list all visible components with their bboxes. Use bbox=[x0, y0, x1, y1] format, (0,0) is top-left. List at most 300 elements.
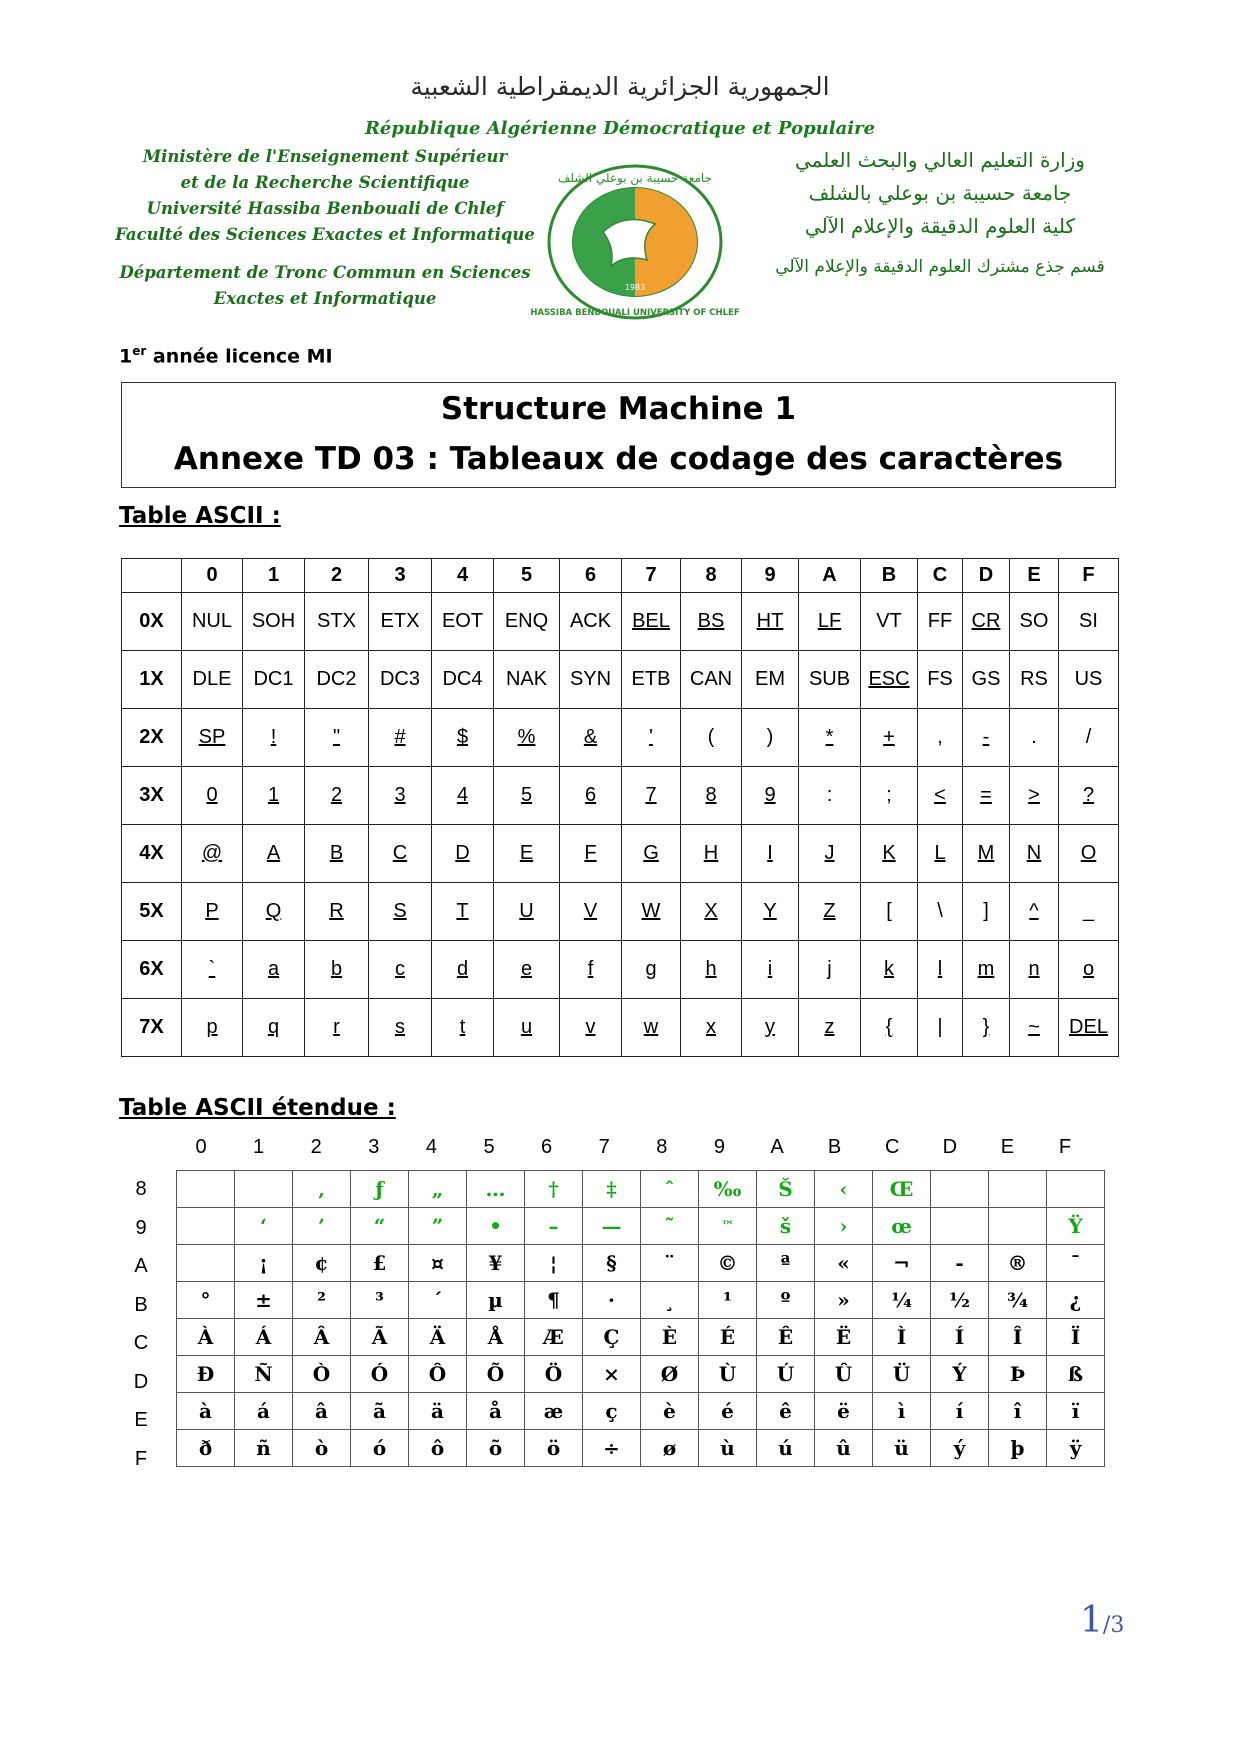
extended-row-header: C bbox=[133, 1332, 149, 1354]
extended-cell: µ bbox=[467, 1282, 525, 1319]
ascii-cell bbox=[560, 941, 622, 999]
ascii-char: K bbox=[882, 842, 896, 864]
ascii-cell bbox=[963, 651, 1010, 709]
ascii-char: H bbox=[703, 842, 719, 864]
ascii-cell bbox=[681, 651, 742, 709]
ascii-char: m bbox=[977, 958, 995, 980]
ascii-char: ) bbox=[766, 726, 774, 748]
ascii-char: ] bbox=[983, 900, 989, 922]
ascii-cell bbox=[742, 941, 799, 999]
extended-col-header: 3 bbox=[368, 1136, 380, 1158]
ascii-cell bbox=[1010, 999, 1059, 1057]
extended-cell: ü bbox=[873, 1430, 931, 1467]
ascii-char: a bbox=[267, 958, 280, 980]
ascii-cell bbox=[494, 767, 560, 825]
ascii-char: DC1 bbox=[253, 668, 294, 690]
ascii-cell bbox=[918, 999, 963, 1057]
ascii-char: ESC bbox=[868, 668, 910, 690]
ascii-char: P bbox=[205, 900, 219, 922]
extended-cell: « bbox=[815, 1245, 873, 1282]
extended-cell: á bbox=[235, 1393, 293, 1430]
ascii-col-header: 7 bbox=[622, 559, 681, 593]
ascii-char: X bbox=[704, 900, 718, 922]
ascii-cell bbox=[305, 709, 369, 767]
ascii-col-header: 5 bbox=[494, 559, 560, 593]
ascii-corner-cell bbox=[122, 559, 182, 593]
ascii-cell bbox=[560, 709, 622, 767]
ascii-cell bbox=[861, 593, 918, 651]
ascii-cell bbox=[622, 883, 681, 941]
ascii-char: r bbox=[333, 1016, 340, 1038]
extended-cell: ± bbox=[235, 1282, 293, 1319]
ascii-char: " bbox=[332, 726, 341, 748]
extended-cell: È bbox=[641, 1319, 699, 1356]
extended-cell: ø bbox=[641, 1430, 699, 1467]
ascii-cell bbox=[742, 767, 799, 825]
ascii-col-header: 4 bbox=[432, 559, 494, 593]
extended-cell: Æ bbox=[525, 1319, 583, 1356]
extended-cell: ô bbox=[409, 1430, 467, 1467]
extended-cell bbox=[235, 1171, 293, 1208]
year-num: 1 bbox=[119, 345, 133, 368]
ascii-cell bbox=[918, 883, 963, 941]
extended-cell: ¢ bbox=[293, 1245, 351, 1282]
extended-cell: ° bbox=[177, 1282, 235, 1319]
ascii-cell bbox=[560, 825, 622, 883]
ascii-cell bbox=[560, 651, 622, 709]
ascii-cell bbox=[861, 999, 918, 1057]
ascii-cell bbox=[861, 651, 918, 709]
ascii-char: DC2 bbox=[316, 668, 357, 690]
ascii-char: 4 bbox=[456, 784, 469, 806]
ascii-char: l bbox=[937, 958, 943, 980]
ascii-cell bbox=[918, 825, 963, 883]
extended-cell: ÷ bbox=[583, 1430, 641, 1467]
ascii-char: / bbox=[1085, 726, 1092, 748]
ascii-char: s bbox=[395, 1016, 405, 1038]
ascii-cell bbox=[182, 651, 243, 709]
ascii-char: y bbox=[765, 1016, 775, 1038]
ascii-char: M bbox=[977, 842, 995, 864]
ministry-line: Ministère de l'Enseignement Supérieur bbox=[142, 147, 508, 166]
extended-col-header: D bbox=[942, 1136, 958, 1158]
year-rest: année licence MI bbox=[146, 345, 333, 368]
extended-cell: º bbox=[757, 1282, 815, 1319]
arabic-department-line: قسم جذع مشترك العلوم الدقيقة والإعلام الآلي bbox=[775, 257, 1105, 277]
ascii-char: v bbox=[585, 1016, 596, 1038]
ascii-cell bbox=[799, 883, 861, 941]
ascii-cell bbox=[963, 825, 1010, 883]
ascii-col-header: C bbox=[918, 559, 963, 593]
ascii-cell bbox=[243, 941, 305, 999]
ascii-char: RS bbox=[1020, 668, 1048, 690]
ascii-char: $ bbox=[456, 726, 469, 748]
extended-cell: ò bbox=[293, 1430, 351, 1467]
ascii-cell bbox=[622, 825, 681, 883]
ascii-cell bbox=[742, 709, 799, 767]
extended-cell: û bbox=[815, 1430, 873, 1467]
extended-cell: ¨ bbox=[641, 1245, 699, 1282]
extended-cell: Ö bbox=[525, 1356, 583, 1393]
ascii-cell bbox=[432, 883, 494, 941]
ascii-cell bbox=[861, 709, 918, 767]
extended-cell: Ý bbox=[931, 1356, 989, 1393]
ascii-cell bbox=[799, 593, 861, 651]
ascii-cell bbox=[560, 883, 622, 941]
ascii-char: ^ bbox=[1029, 900, 1039, 922]
ascii-char: & bbox=[583, 726, 598, 748]
ascii-cell bbox=[243, 709, 305, 767]
ascii-cell bbox=[963, 999, 1010, 1057]
ascii-char: { bbox=[885, 1016, 893, 1038]
extended-cell: Ð bbox=[177, 1356, 235, 1393]
ascii-char: E bbox=[519, 842, 534, 864]
extended-cell: Î bbox=[989, 1319, 1047, 1356]
ascii-row-header: 7X bbox=[122, 999, 182, 1057]
ascii-char: CR bbox=[971, 610, 1001, 632]
extended-cell: » bbox=[815, 1282, 873, 1319]
extended-cell: › bbox=[815, 1208, 873, 1245]
ascii-char: VT bbox=[876, 610, 902, 632]
ascii-char: 5 bbox=[520, 784, 533, 806]
ascii-cell bbox=[432, 767, 494, 825]
university-line: Université Hassiba Benbouali de Chlef bbox=[146, 199, 504, 218]
annex-title: Annexe TD 03 : Tableaux de codage des caractères bbox=[173, 441, 1064, 477]
extended-cell: Å bbox=[467, 1319, 525, 1356]
ascii-char: d bbox=[456, 958, 469, 980]
ascii-char: u bbox=[520, 1016, 533, 1038]
extended-row bbox=[177, 1171, 1105, 1208]
ascii-cell bbox=[494, 825, 560, 883]
ascii-cell bbox=[305, 767, 369, 825]
ascii-cell bbox=[182, 883, 243, 941]
extended-row bbox=[177, 1356, 1105, 1393]
extended-cell: ë bbox=[815, 1393, 873, 1430]
ascii-cell bbox=[369, 999, 432, 1057]
arabic-republic-title: الجمهورية الجزائرية الديمقراطية الشعبية bbox=[410, 72, 830, 101]
ascii-cell bbox=[305, 593, 369, 651]
ascii-cell bbox=[742, 825, 799, 883]
extended-col-header: E bbox=[1000, 1136, 1015, 1158]
extended-cell: ê bbox=[757, 1393, 815, 1430]
extended-cell: • bbox=[467, 1208, 525, 1245]
ascii-char: 8 bbox=[705, 784, 717, 806]
extended-cell: Ï bbox=[1047, 1319, 1105, 1356]
ascii-cell bbox=[799, 651, 861, 709]
ascii-row bbox=[122, 651, 1119, 709]
extended-cell: Ã bbox=[351, 1319, 409, 1356]
extended-cell: · bbox=[583, 1282, 641, 1319]
ascii-col-header: 3 bbox=[369, 559, 432, 593]
ascii-char: R bbox=[329, 900, 344, 922]
extended-row-header: A bbox=[134, 1255, 148, 1277]
ascii-char: t bbox=[459, 1016, 466, 1038]
extended-cell: ý bbox=[931, 1430, 989, 1467]
ascii-char: , bbox=[937, 726, 943, 748]
ascii-char: A bbox=[266, 842, 281, 864]
ascii-cell bbox=[243, 883, 305, 941]
ascii-char: ACK bbox=[569, 610, 612, 632]
extended-cell: Ò bbox=[293, 1356, 351, 1393]
extended-cell: ’ bbox=[293, 1208, 351, 1245]
ascii-cell bbox=[560, 999, 622, 1057]
ascii-cell bbox=[918, 651, 963, 709]
ascii-char: I bbox=[767, 842, 773, 864]
extended-cell: þ bbox=[989, 1430, 1047, 1467]
ascii-cell bbox=[369, 593, 432, 651]
ascii-char: h bbox=[705, 958, 717, 980]
ministry-line-2: et de la Recherche Scientifique bbox=[180, 173, 470, 192]
extended-cell: é bbox=[699, 1393, 757, 1430]
ascii-char: 2 bbox=[330, 784, 343, 806]
extended-cell: - bbox=[931, 1245, 989, 1282]
ascii-col-header: 0 bbox=[182, 559, 243, 593]
extended-cell: „ bbox=[409, 1171, 467, 1208]
ascii-char: _ bbox=[1082, 900, 1095, 922]
ascii-cell bbox=[963, 593, 1010, 651]
extended-cell bbox=[177, 1208, 235, 1245]
ascii-char: SUB bbox=[808, 668, 851, 690]
extended-cell: À bbox=[177, 1319, 235, 1356]
ascii-cell bbox=[560, 593, 622, 651]
ascii-cell bbox=[799, 825, 861, 883]
ascii-char: < bbox=[934, 784, 946, 806]
ascii-char: CAN bbox=[689, 668, 733, 690]
extended-cell: Ü bbox=[873, 1356, 931, 1393]
extended-cell: š bbox=[757, 1208, 815, 1245]
ascii-char: DEL bbox=[1069, 1016, 1108, 1038]
ascii-char: i bbox=[767, 958, 773, 980]
ascii-char: F bbox=[584, 842, 597, 864]
ascii-cell bbox=[1010, 883, 1059, 941]
extended-cell: ‡ bbox=[583, 1171, 641, 1208]
extended-cell: – bbox=[525, 1208, 583, 1245]
ascii-cell bbox=[1010, 709, 1059, 767]
extended-cell: — bbox=[583, 1208, 641, 1245]
extended-cell: Ó bbox=[351, 1356, 409, 1393]
ascii-char: NUL bbox=[191, 610, 232, 632]
extended-col-header: 2 bbox=[310, 1136, 322, 1158]
ascii-cell bbox=[243, 767, 305, 825]
extended-cell: ‚ bbox=[293, 1171, 351, 1208]
ascii-row-header: 4X bbox=[122, 825, 182, 883]
ascii-cell bbox=[1059, 767, 1119, 825]
extended-col-header: C bbox=[884, 1136, 900, 1158]
extended-cell: Ñ bbox=[235, 1356, 293, 1393]
ascii-char: n bbox=[1028, 958, 1040, 980]
extended-cell bbox=[989, 1208, 1047, 1245]
extended-cell: Û bbox=[815, 1356, 873, 1393]
ascii-cell bbox=[861, 941, 918, 999]
ascii-char: : bbox=[826, 784, 833, 806]
ascii-char: NAK bbox=[505, 668, 548, 690]
extended-cell: ú bbox=[757, 1430, 815, 1467]
extended-col-header: B bbox=[827, 1136, 842, 1158]
extended-row-header: B bbox=[134, 1293, 148, 1316]
extended-cell: í bbox=[931, 1393, 989, 1430]
ascii-char: j bbox=[827, 958, 832, 980]
ascii-row bbox=[122, 593, 1119, 651]
extended-cell: Š bbox=[757, 1171, 815, 1208]
faculty-line: Faculté des Sciences Exactes et Informatique bbox=[115, 225, 535, 244]
extended-cell: ‹ bbox=[815, 1171, 873, 1208]
extended-cell: § bbox=[583, 1245, 641, 1282]
extended-cell: â bbox=[293, 1393, 351, 1430]
ascii-char: . bbox=[1031, 726, 1037, 748]
ascii-char: LF bbox=[817, 610, 842, 632]
ascii-char: Z bbox=[823, 900, 836, 922]
ascii-char: GS bbox=[971, 668, 1001, 690]
arabic-institution-block bbox=[750, 144, 1130, 284]
ascii-char: o bbox=[1082, 958, 1095, 980]
extended-col-header: 7 bbox=[598, 1136, 610, 1158]
ascii-char: B bbox=[329, 842, 344, 864]
extended-cell: ¤ bbox=[409, 1245, 467, 1282]
ascii-col-header: F bbox=[1059, 559, 1119, 593]
ascii-char: w bbox=[643, 1016, 659, 1038]
ascii-cell bbox=[182, 825, 243, 883]
extended-cell: Õ bbox=[467, 1356, 525, 1393]
extended-cell: Œ bbox=[873, 1171, 931, 1208]
logo-year: 1983 bbox=[624, 283, 646, 292]
ascii-char: US bbox=[1074, 668, 1103, 690]
extended-cell: ¶ bbox=[525, 1282, 583, 1319]
extended-cell: Í bbox=[931, 1319, 989, 1356]
extended-col-header: 9 bbox=[713, 1136, 725, 1158]
extended-cell: ð bbox=[177, 1430, 235, 1467]
ascii-char: ? bbox=[1082, 784, 1095, 806]
extended-cell: ¸ bbox=[641, 1282, 699, 1319]
ascii-cell bbox=[182, 767, 243, 825]
ascii-col-header: 2 bbox=[305, 559, 369, 593]
ascii-cell bbox=[861, 883, 918, 941]
extended-cell: ì bbox=[873, 1393, 931, 1430]
ascii-cell bbox=[1010, 651, 1059, 709]
extended-row-header: 8 bbox=[135, 1178, 147, 1200]
ascii-char: U bbox=[519, 900, 534, 922]
ascii-cell bbox=[918, 709, 963, 767]
ascii-char: [ bbox=[886, 900, 892, 922]
ascii-cell bbox=[1010, 593, 1059, 651]
republique-title: République Algérienne Démocratique et Populaire bbox=[364, 118, 876, 139]
ascii-cell bbox=[243, 825, 305, 883]
ascii-char: + bbox=[883, 726, 895, 748]
extended-cell: Ø bbox=[641, 1356, 699, 1393]
extended-col-header: 8 bbox=[656, 1136, 668, 1158]
ascii-char: EM bbox=[755, 668, 785, 690]
ascii-cell bbox=[1059, 651, 1119, 709]
ascii-cell bbox=[799, 709, 861, 767]
extended-cell: © bbox=[699, 1245, 757, 1282]
course-title: Structure Machine 1 bbox=[440, 391, 797, 427]
ascii-cell bbox=[432, 999, 494, 1057]
ascii-col-header: 8 bbox=[681, 559, 742, 593]
ascii-row-header: 3X bbox=[122, 767, 182, 825]
ascii-cell bbox=[494, 941, 560, 999]
extended-cell bbox=[931, 1171, 989, 1208]
ascii-cell bbox=[742, 651, 799, 709]
ascii-char: @ bbox=[201, 842, 223, 864]
ascii-row bbox=[122, 941, 1119, 999]
extended-cell: Ô bbox=[409, 1356, 467, 1393]
extended-cell: ß bbox=[1047, 1356, 1105, 1393]
extended-cell bbox=[177, 1171, 235, 1208]
page-current: 1 bbox=[1080, 1600, 1103, 1641]
extended-cell: ƒ bbox=[351, 1171, 409, 1208]
extended-cell: Ë bbox=[815, 1319, 873, 1356]
year-sup: er bbox=[132, 344, 147, 358]
extended-cell: ¬ bbox=[873, 1245, 931, 1282]
ascii-cell bbox=[494, 709, 560, 767]
ascii-cell bbox=[742, 593, 799, 651]
extended-cell: ó bbox=[351, 1430, 409, 1467]
extended-cell: Ÿ bbox=[1047, 1208, 1105, 1245]
french-institution-block bbox=[115, 144, 535, 312]
extended-col-header: F bbox=[1058, 1136, 1072, 1158]
ascii-cell bbox=[742, 883, 799, 941]
extended-cell bbox=[931, 1208, 989, 1245]
ascii-char: x bbox=[706, 1016, 716, 1038]
department-line-2: Exactes et Informatique bbox=[213, 289, 437, 308]
ascii-cell bbox=[1010, 767, 1059, 825]
extended-cell: Þ bbox=[989, 1356, 1047, 1393]
extended-cell: ö bbox=[525, 1430, 583, 1467]
extended-cell: ² bbox=[293, 1282, 351, 1319]
extended-cell: à bbox=[177, 1393, 235, 1430]
ascii-cell bbox=[918, 593, 963, 651]
ascii-cell bbox=[560, 767, 622, 825]
ascii-char: BEL bbox=[632, 610, 670, 632]
ascii-char: EOT bbox=[441, 610, 484, 632]
ascii-char: # bbox=[394, 726, 406, 748]
ascii-char: ' bbox=[649, 726, 653, 748]
ascii-cell bbox=[1059, 941, 1119, 999]
extended-row bbox=[177, 1245, 1105, 1282]
year-label bbox=[119, 344, 333, 367]
ascii-cell bbox=[681, 883, 742, 941]
extended-row bbox=[177, 1208, 1105, 1245]
ascii-char: | bbox=[937, 1016, 943, 1038]
extended-cell: ¡ bbox=[235, 1245, 293, 1282]
ascii-char: \ bbox=[937, 900, 943, 922]
ascii-cell bbox=[369, 941, 432, 999]
extended-cell: ä bbox=[409, 1393, 467, 1430]
ascii-char: ! bbox=[270, 726, 277, 748]
department-line: Département de Tronc Commun en Sciences bbox=[119, 263, 531, 282]
ascii-cell bbox=[963, 883, 1010, 941]
ascii-char: = bbox=[980, 784, 992, 806]
extended-cell: ¼ bbox=[873, 1282, 931, 1319]
ascii-cell bbox=[494, 593, 560, 651]
extended-cell: õ bbox=[467, 1430, 525, 1467]
extended-col-header: A bbox=[770, 1136, 784, 1158]
extended-cell: ã bbox=[351, 1393, 409, 1430]
ascii-char: DC3 bbox=[379, 668, 420, 690]
ascii-cell bbox=[182, 593, 243, 651]
extended-cell: ¦ bbox=[525, 1245, 583, 1282]
extended-row-header: D bbox=[133, 1370, 149, 1393]
ascii-cell bbox=[305, 883, 369, 941]
ascii-cell bbox=[681, 593, 742, 651]
extended-cell bbox=[177, 1245, 235, 1282]
ascii-char: 7 bbox=[645, 784, 657, 806]
ascii-char: * bbox=[825, 726, 834, 748]
arabic-ministry-line: وزارة التعليم العالي والبحث العلمي bbox=[795, 148, 1085, 172]
ascii-cell bbox=[1059, 709, 1119, 767]
ascii-row bbox=[122, 825, 1119, 883]
ascii-char: z bbox=[824, 1016, 835, 1038]
extended-cell: … bbox=[467, 1171, 525, 1208]
